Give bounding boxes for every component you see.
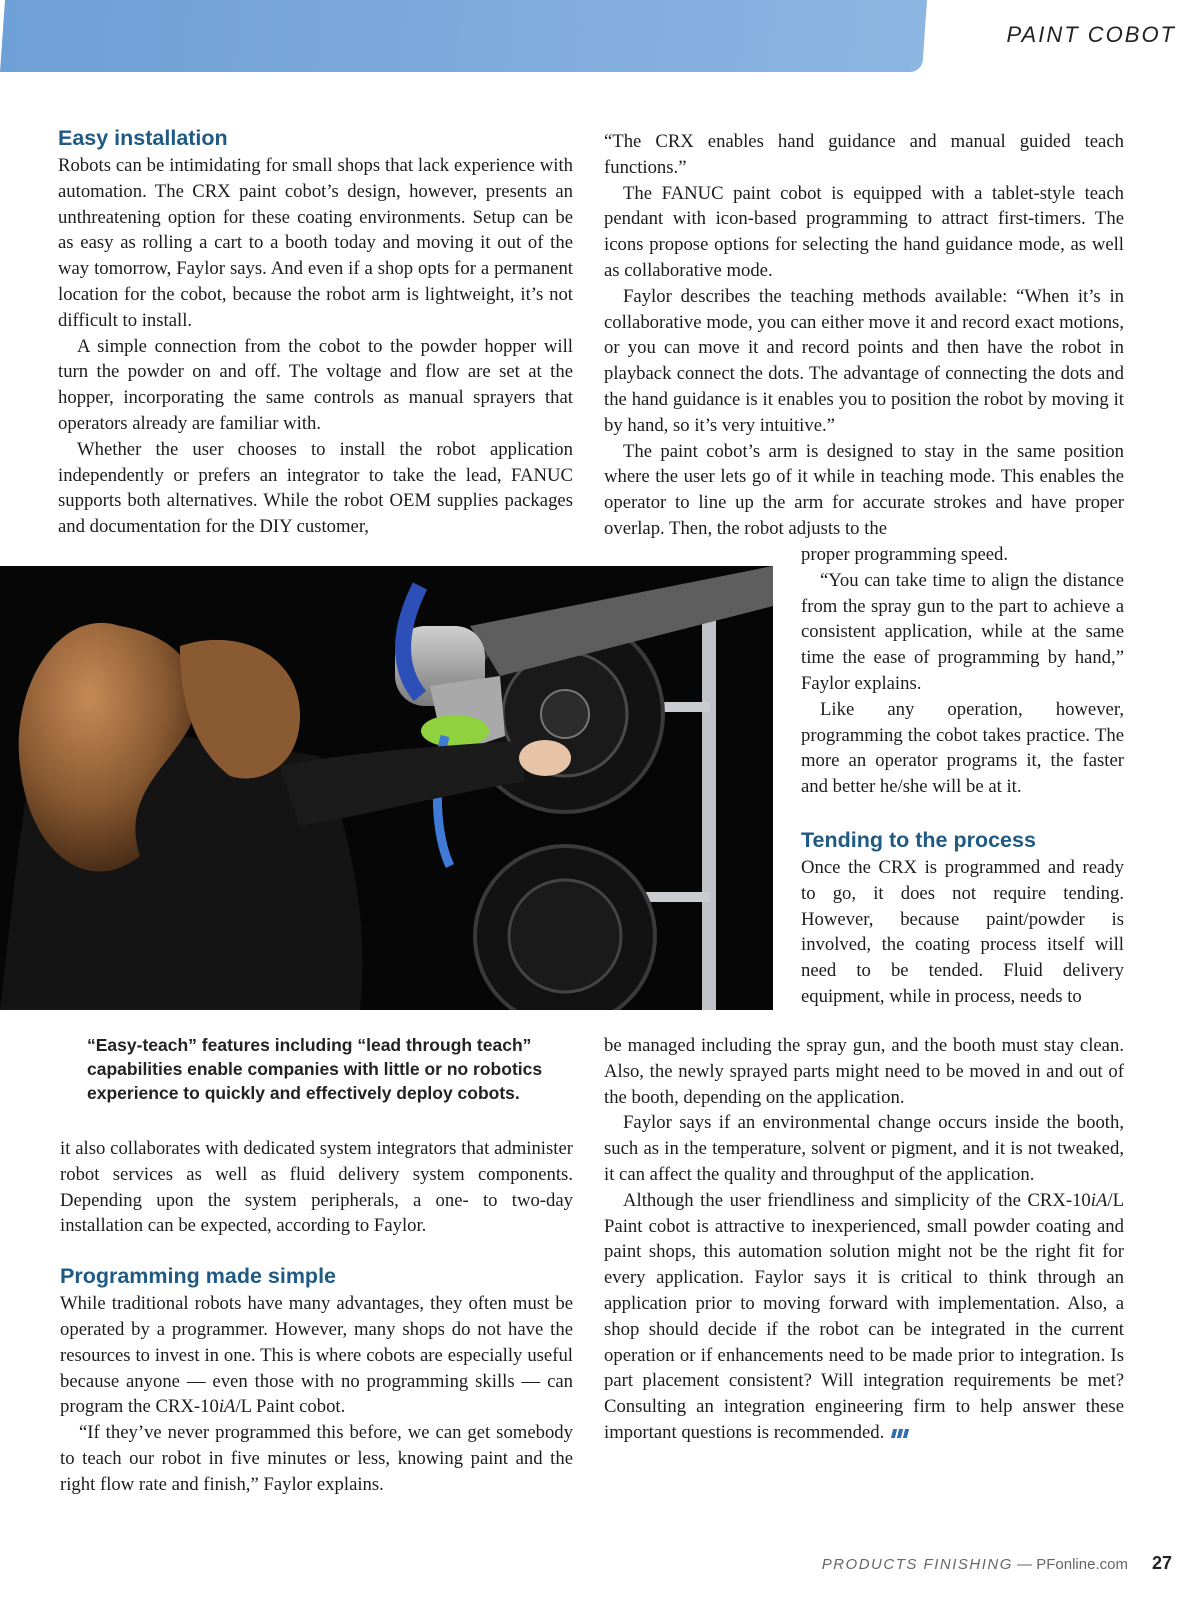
- paragraph: “You can take time to align the distance from the spray gun to the part to achieve a consistent application, while at the same time the ease of programming by hand,” Faylor explains.: [801, 569, 1124, 694]
- paragraph: it also collaborates with dedicated system integrators that administer robot services as well as fluid delivery system components. Depending upon the system peripherals, a one- to two-day installation can be expected, according to Faylor.: [60, 1138, 573, 1237]
- page-number: 27: [1151, 1553, 1172, 1573]
- paragraph: [60, 1291, 573, 1420]
- paragraph: “The CRX enables hand guidance and manual guided teach functions.”: [604, 131, 1124, 178]
- magazine-name: PRODUCTS FINISHING: [821, 1556, 1013, 1573]
- site-url: PFonline.com: [1036, 1556, 1128, 1573]
- header-band: [0, 0, 927, 72]
- paragraph: The paint cobot’s arm is designed to stay in the same position where the user lets go of it while in teaching mode. This enables the operator to line up the arm for accurate strokes and have proper overlap. Then, the robot adjusts to the: [604, 440, 1124, 539]
- paragraph: [604, 1188, 1124, 1446]
- text-run: /L Paint cobot.: [235, 1396, 346, 1418]
- heading-programming: Programming made simple: [60, 1264, 336, 1289]
- text-run: iA: [1090, 1189, 1108, 1211]
- photo-cobot-teaching: [0, 566, 773, 1010]
- paragraph: The FANUC paint cobot is equipped with a tablet-style teach pendant with icon-based programming to attract first-timers. The icons propose options for selecting the hand guidance mode, as well as collaborative mode.: [604, 182, 1124, 281]
- paragraph: Robots can be intimidating for small shops that lack experience with automation. The CRX paint cobot’s design, however, presents an unthreatening option for these coating environments. Setup can be as easy as rolling a cart to a booth today and moving it out of the way tomorrow, Faylor says. And even if a shop opts for a permanent location for the cobot, because the robot arm is lightweight, it’s not difficult to install.: [58, 155, 573, 331]
- column-right-wrap: [801, 542, 1124, 1010]
- paragraph: proper programming speed.: [801, 544, 1009, 565]
- text-run: iA: [218, 1396, 236, 1418]
- column-right-bottom: [604, 1033, 1124, 1446]
- column-right-top: [604, 129, 1124, 542]
- end-mark-icon: [891, 1429, 909, 1438]
- paragraph: Whether the user chooses to install the robot application independently or prefers an integrator to take the lead, FANUC supports both alternatives. While the robot OEM supplies packages and documentation for the DIY customer,: [58, 438, 573, 538]
- column-left-top: [58, 123, 573, 540]
- paragraph: Faylor describes the teaching methods available: “When it’s in collaborative mode, you can either move it and record exact motions, or you can move it and record points and then have the robot in playback connect the dots. The advantage of connecting the dots and the hand guidance is it enables you to position the robot by moving it by hand, so it’s very intuitive.”: [604, 285, 1124, 436]
- text-run: While traditional robots have many advantages, they often must be operated by a programmer. However, many shops do not have the resources to invest in one. This is where cobots are especially useful because anyone — even those with no programming skills — can program the CRX-10: [60, 1293, 573, 1418]
- column-left-bottom: [60, 1136, 573, 1498]
- heading-tending: Tending to the process: [801, 827, 1036, 852]
- section-tag: PAINT COBOT: [1006, 22, 1176, 47]
- paragraph: Once the CRX is programmed and ready to go, it does not require tending. However, because paint/powder is involved, the coating process itself will need to be tended. Fluid delivery equipment, while in process, needs to: [801, 856, 1124, 1007]
- paragraph: A simple connection from the cobot to the powder hopper will turn the powder on and off. The voltage and flow are set at the hopper, incorporating the same controls as manual sprayers that operators already are familiar with.: [58, 335, 573, 434]
- text-run: Although the user friendliness and simplicity of the CRX-10: [623, 1189, 1091, 1211]
- heading-easy-installation: Easy installation: [58, 126, 228, 150]
- paragraph: Faylor says if an environmental change occurs inside the booth, such as in the temperature, solvent or pigment, and it is not tweaked, it can affect the quality and throughput of the application.: [604, 1112, 1124, 1185]
- text-run: /L Paint cobot is attractive to inexperienced, small powder coating and paint shops, this automation solution might not be the right fit for every application. Faylor says it is critical to think through an application prior to moving forward with implementation. Also, a shop should decide if the robot can be integrated in the current operation or if enhancements need to be made prior to integration. Is part placement consistent? Will integration requirements be met? Consulting an integration engineering firm to help answer these important questions is recommended.: [604, 1189, 1124, 1443]
- footer-separator: —: [1012, 1556, 1037, 1573]
- paragraph: be managed including the spray gun, and the booth must stay clean. Also, the newly sprayed parts might need to be moved in and out of the booth, depending on the application.: [604, 1035, 1124, 1108]
- photo-caption: “Easy-teach” features including “lead through teach” capabilities enable companies with little or no robotics experience to quickly and effectively deploy cobots.: [87, 1035, 543, 1103]
- paragraph: Like any operation, however, programming the cobot takes practice. The more an operator programs it, the faster and better he/she will be at it.: [801, 698, 1124, 798]
- page-footer: [822, 1553, 1172, 1574]
- paragraph: “If they’ve never programmed this before, we can get somebody to teach our robot in five minutes or less, knowing paint and the right flow rate and finish,” Faylor explains.: [60, 1422, 573, 1495]
